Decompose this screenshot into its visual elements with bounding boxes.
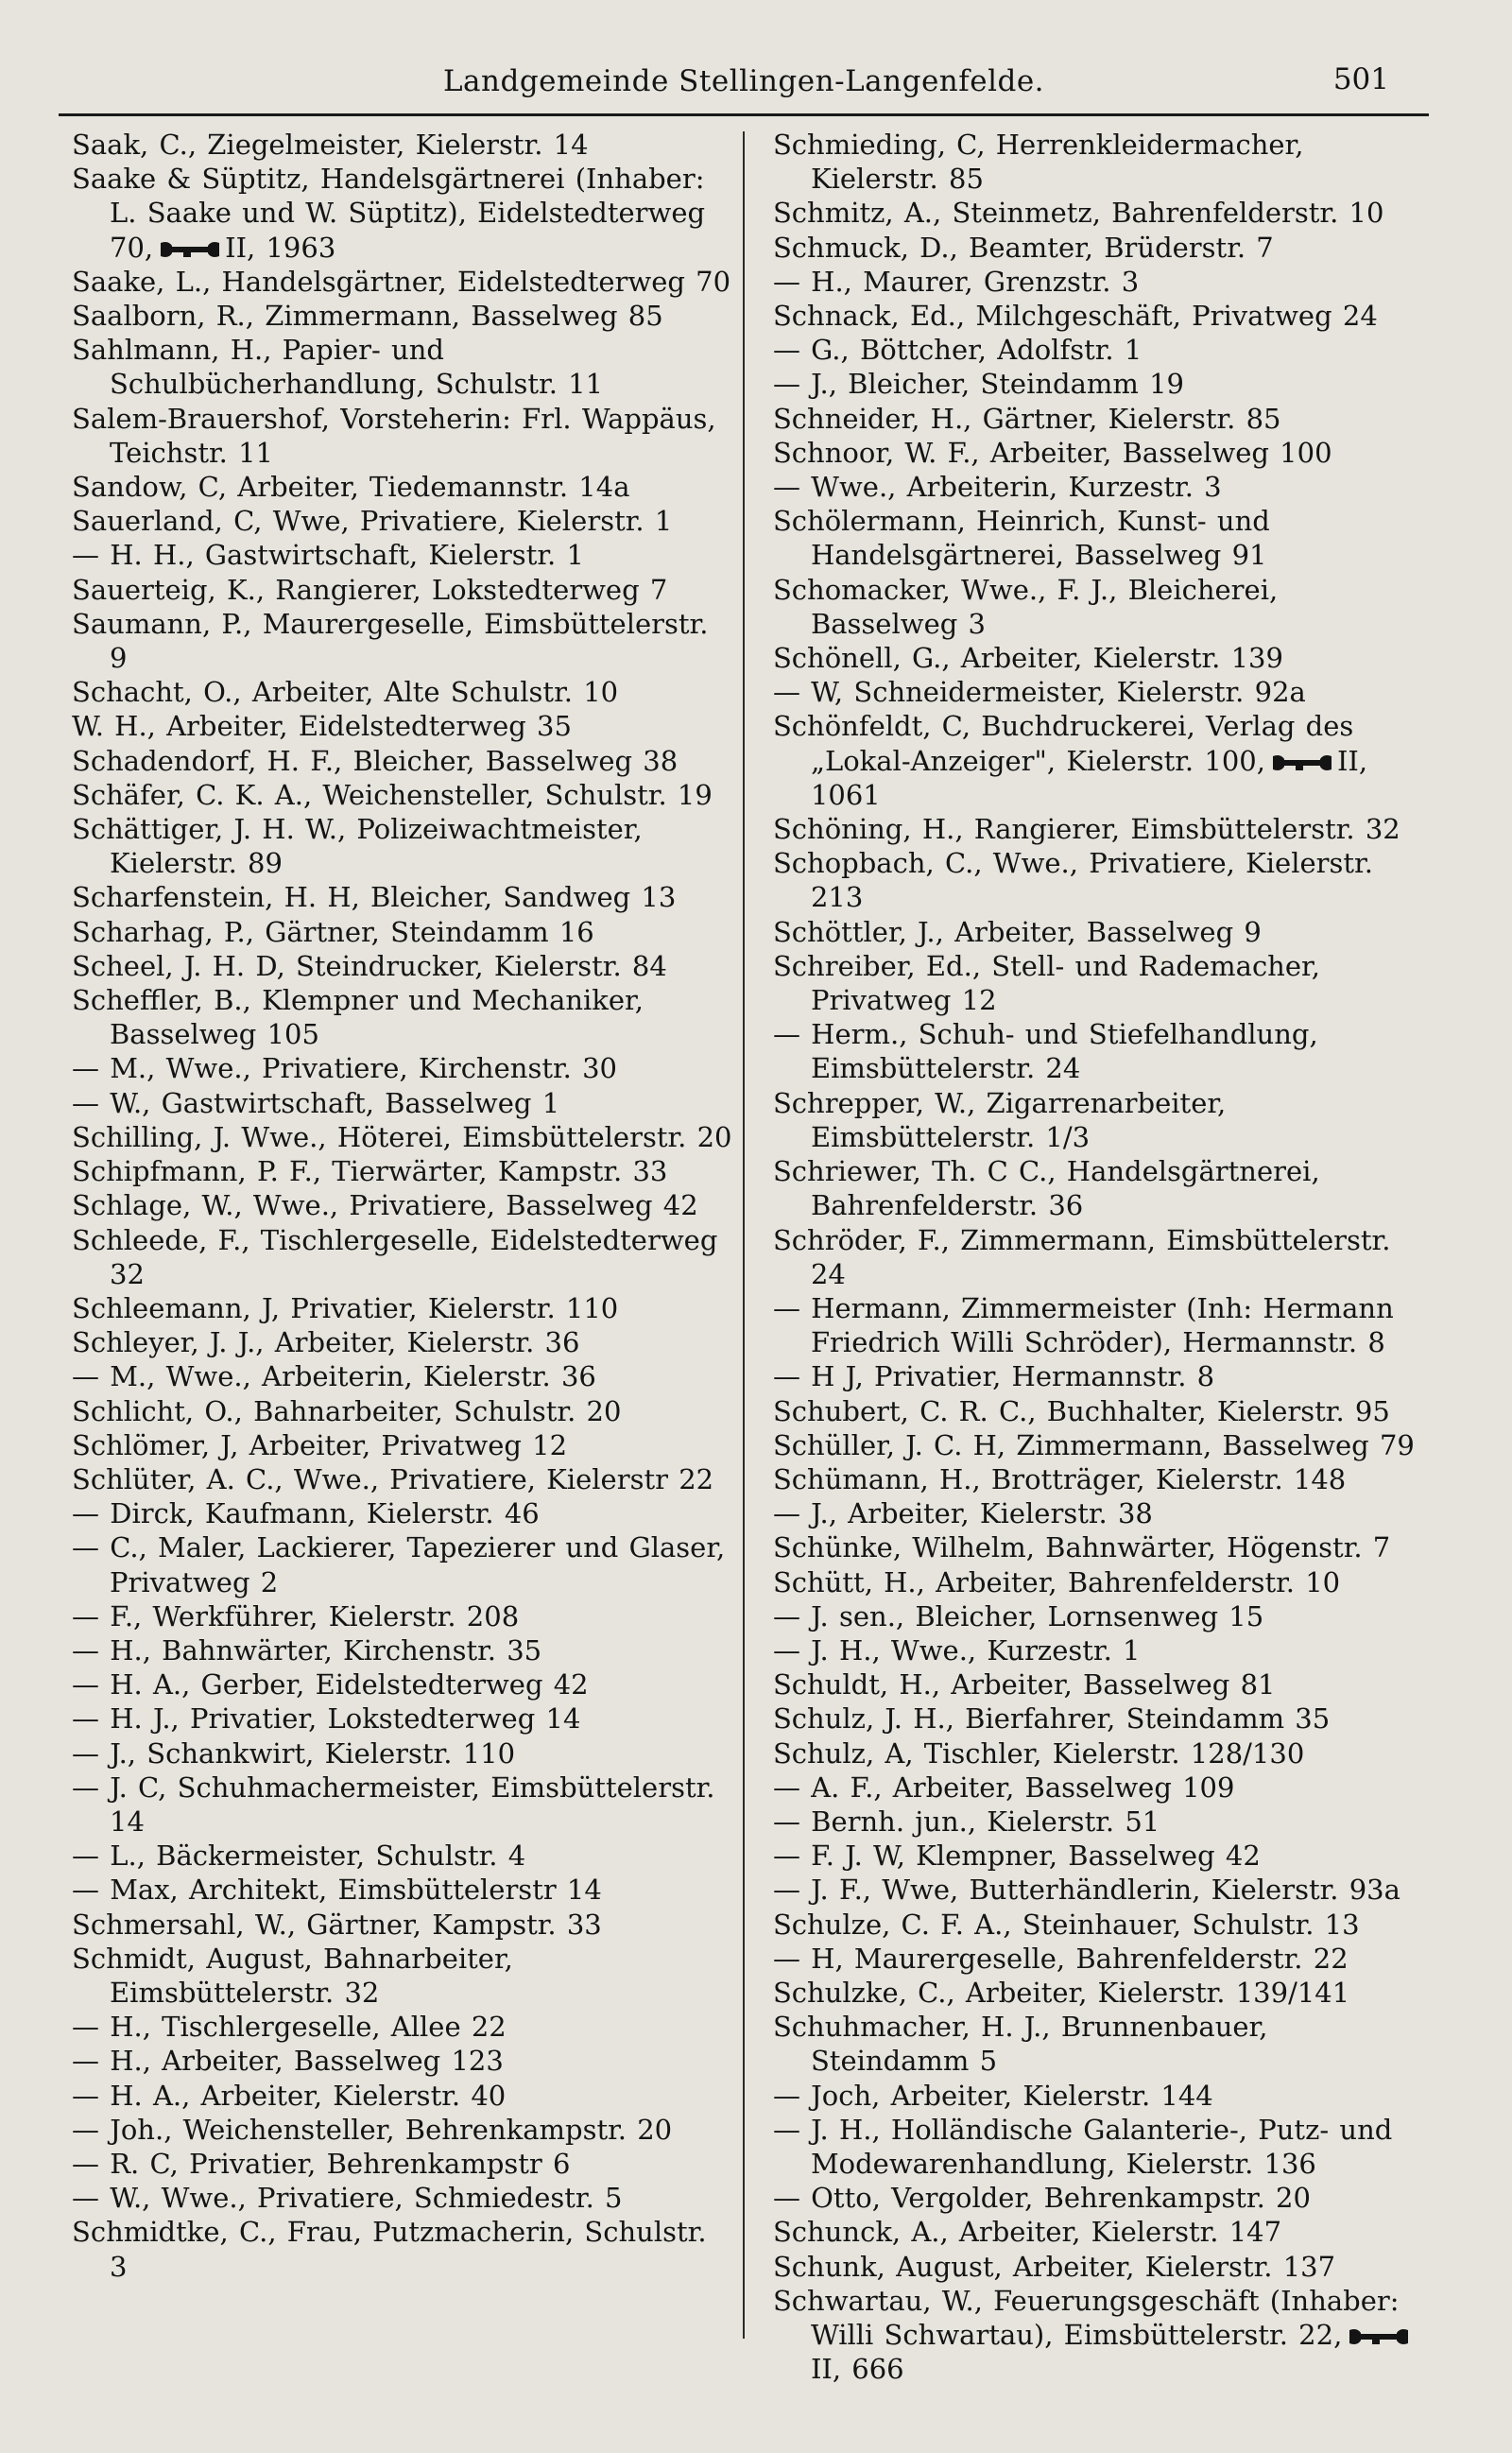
directory-entry (72, 2079, 733, 2113)
right-column (745, 128, 1429, 2386)
entry-text: Scharhag, P., Gärtner, Steindamm 16 (72, 915, 594, 948)
entry-text: — Joch, Arbeiter, Kielerstr. 144 (772, 2079, 1213, 2112)
directory-entry (72, 1599, 733, 1633)
telephone-receiver-icon (1271, 753, 1333, 772)
directory-entry (773, 709, 1429, 812)
directory-entry (773, 1976, 1429, 2010)
entry-text: Schüller, J. C. H, Zimmermann, Basselweg 79 (772, 1428, 1415, 1461)
directory-entry (773, 265, 1429, 299)
entry-text: Saake & Süptitz, Handelsgärtnerei (Inhaber: L. Saake und W. Süptitz), Eidelstedterweg 70, (72, 163, 706, 264)
directory-entry (773, 1462, 1429, 1496)
directory-entry (72, 778, 733, 812)
entry-text: — H., Maurer, Grenzstr. 3 (772, 265, 1140, 298)
entry-text: Schuldt, H., Arbeiter, Basselweg 81 (772, 1668, 1276, 1702)
entry-text: Schrepper, W., Zigarrenarbeiter, Eimsbüttelerstr. 1/3 (772, 1086, 1227, 1153)
directory-entry (773, 1667, 1429, 1702)
directory-entry (773, 1599, 1429, 1633)
directory-entry (72, 1086, 733, 1120)
directory-entry (773, 196, 1429, 230)
entry-text: Schmitz, A., Steinmetz, Bahrenfelderstr. 10 (772, 197, 1384, 230)
entry-text: Schönell, G., Arbeiter, Kielerstr. 139 (772, 642, 1283, 675)
entry-text: — M., Wwe., Arbeiterin, Kielerstr. 36 (72, 1360, 596, 1393)
entry-text: — J. H., Holländische Galanterie-, Putz- und Modewarenhandlung, Kielerstr. 136 (772, 2113, 1393, 2180)
directory-entry (773, 1291, 1429, 1359)
entry-text: Schünke, Wilhelm, Bahnwärter, Högenstr. 7 (772, 1531, 1391, 1564)
directory-columns (59, 128, 1429, 2386)
directory-entry (72, 1359, 733, 1393)
entry-text: Schunck, A., Arbeiter, Kielerstr. 147 (772, 2216, 1282, 2249)
entry-text: Schomacker, Wwe., F. J., Bleicherei, Basselweg 3 (772, 573, 1279, 640)
directory-entry (72, 1908, 733, 1942)
directory-entry (773, 2181, 1429, 2215)
entry-text: — A. F., Arbeiter, Basselweg 109 (772, 1771, 1235, 1804)
directory-entry (773, 470, 1429, 504)
directory-entry (72, 402, 733, 470)
entry-text: — J., Bleicher, Steindamm 19 (772, 368, 1185, 401)
entry-text: — L., Bäckermeister, Schulstr. 4 (72, 1840, 526, 1873)
entry-text: Schnack, Ed., Milchgeschäft, Privatweg 24 (772, 300, 1378, 333)
directory-entry (773, 367, 1429, 401)
directory-entry (72, 1223, 733, 1291)
directory-entry (72, 1428, 733, 1462)
entry-text: — Bernh. jun., Kielerstr. 51 (772, 1805, 1160, 1838)
entry-text: Schütt, H., Arbeiter, Bahrenfelderstr. 10 (772, 1565, 1341, 1598)
entry-text: — H. A., Gerber, Eidelstedterweg 42 (72, 1668, 589, 1702)
entry-text: Schmidt, August, Bahnarbeiter, Eimsbüttelerstr. 32 (72, 1942, 513, 2009)
entry-text: Salem-Brauershof, Vorsteherin: Frl. Wappäus, Teichstr. 11 (72, 402, 716, 469)
entry-text: Schadendorf, H. F., Bleicher, Basselweg 38 (72, 744, 679, 777)
directory-entry (72, 915, 733, 949)
directory-entry (72, 1667, 733, 1702)
entry-text: Schmersahl, W., Gärtner, Kampstr. 33 (72, 1908, 602, 1941)
directory-entry (773, 812, 1429, 846)
entry-text: — W, Schneidermeister, Kielerstr. 92a (772, 676, 1306, 709)
entry-text: — C., Maler, Lackierer, Tapezierer und Glaser, Privatweg 2 (72, 1531, 726, 1598)
telephone-receiver-icon (159, 240, 221, 259)
directory-entry (72, 2181, 733, 2215)
entry-text: Schnoor, W. F., Arbeiter, Basselweg 100 (772, 436, 1332, 469)
entry-text: — Wwe., Arbeiterin, Kurzestr. 3 (772, 471, 1222, 504)
directory-entry (72, 299, 733, 333)
directory-entry (72, 812, 733, 880)
entry-text: Sahlmann, H., Papier- und Schulbücherhandlung, Schulstr. 11 (72, 334, 604, 401)
directory-entry (72, 2010, 733, 2044)
directory-entry (72, 1154, 733, 1188)
directory-entry (773, 1428, 1429, 1462)
page-header (59, 55, 1429, 108)
directory-entry (72, 1496, 733, 1530)
directory-entry (72, 607, 733, 675)
entry-text: — Joh., Weichensteller, Behrenkampstr. 20 (72, 2113, 673, 2146)
entry-text: — W., Gastwirtschaft, Basselweg 1 (72, 1086, 560, 1119)
directory-entry (773, 1805, 1429, 1839)
directory-entry (72, 880, 733, 914)
entry-text: — H J, Privatier, Hermannstr. 8 (772, 1360, 1215, 1393)
entry-text: — W., Wwe., Privatiere, Schmiedestr. 5 (72, 2182, 623, 2215)
directory-entry (72, 2147, 733, 2181)
entry-text: — Otto, Vergolder, Behrenkampstr. 20 (772, 2182, 1311, 2215)
directory-entry (773, 915, 1429, 949)
directory-entry (72, 1120, 733, 1154)
entry-text: Schleyer, J. J., Arbeiter, Kielerstr. 36 (72, 1326, 580, 1359)
entry-text: Schleemann, J, Privatier, Kielerstr. 110 (72, 1291, 619, 1324)
directory-entry (773, 299, 1429, 333)
entry-text: — H. A., Arbeiter, Kielerstr. 40 (72, 2079, 507, 2112)
entry-text: Schmuck, D., Beamter, Brüderstr. 7 (772, 231, 1274, 264)
phone-number: II, 1061 (810, 744, 1368, 811)
directory-entry (773, 2113, 1429, 2181)
directory-entry (72, 1051, 733, 1085)
entry-text: — J., Schankwirt, Kielerstr. 110 (72, 1736, 516, 1770)
entry-text: — Max, Architekt, Eimsbüttelerstr 14 (72, 1874, 602, 1907)
directory-entry (72, 2044, 733, 2078)
entry-text: Saumann, P., Maurergeselle, Eimsbüttelerstr. 9 (72, 607, 709, 675)
entry-text: Schlicht, O., Bahnarbeiter, Schulstr. 20 (72, 1394, 622, 1427)
entry-text: Schmidtke, C., Frau, Putzmacherin, Schulstr. 3 (72, 2216, 707, 2283)
entry-text: Sauerteig, K., Rangierer, Lokstedterweg 7 (72, 573, 668, 606)
directory-entry (773, 846, 1429, 914)
entry-text: Schlage, W., Wwe., Privatiere, Basselweg 42 (72, 1189, 698, 1222)
entry-text: Scheffler, B., Klempner und Mechaniker, Basselweg 105 (72, 984, 644, 1051)
directory-entry (72, 333, 733, 401)
directory-entry (773, 436, 1429, 470)
entry-text: Schulz, A, Tischler, Kielerstr. 128/130 (772, 1736, 1305, 1770)
entry-text: — G., Böttcher, Adolfstr. 1 (772, 334, 1143, 367)
entry-text: — H, Maurergeselle, Bahrenfelderstr. 22 (772, 1942, 1349, 1975)
page-number: 501 (1332, 62, 1389, 96)
directory-entry (773, 333, 1429, 367)
directory-entry (773, 2284, 1429, 2387)
entry-text: Schleede, F., Tischlergeselle, Eidelstedterweg 32 (72, 1223, 718, 1290)
entry-text: Schulz, J. H., Bierfahrer, Steindamm 35 (772, 1702, 1331, 1736)
entry-text: — Dirck, Kaufmann, Kielerstr. 46 (72, 1497, 540, 1530)
directory-entry (72, 983, 733, 1051)
directory-entry (773, 504, 1429, 572)
entry-text: — J. C, Schuhmachermeister, Eimsbüttelerstr. 14 (72, 1771, 715, 1838)
entry-text: — J., Arbeiter, Kielerstr. 38 (772, 1497, 1153, 1530)
directory-entry (72, 128, 733, 162)
directory-entry (773, 1017, 1429, 1085)
directory-entry (72, 1394, 733, 1428)
entry-text: Scheel, J. H. D, Steindrucker, Kielerstr. 84 (72, 949, 667, 982)
entry-text: Schümann, H., Brotträger, Kielerstr. 148 (772, 1462, 1347, 1495)
entry-text: Schubert, C. R. C., Buchhalter, Kielerstr. 95 (772, 1394, 1390, 1427)
directory-entry (773, 1839, 1429, 1873)
entry-text: Schättiger, J. H. W., Polizeiwachtmeister, Kielerstr. 89 (72, 813, 643, 880)
entry-text: Schopbach, C., Wwe., Privatiere, Kielerstr. 213 (772, 847, 1373, 914)
directory-entry (773, 573, 1429, 641)
entry-text: Schöttler, J., Arbeiter, Basselweg 9 (772, 915, 1262, 948)
directory-entry (72, 162, 733, 265)
directory-entry (72, 1702, 733, 1736)
entry-text: Schacht, O., Arbeiter, Alte Schulstr. 10 (72, 676, 619, 709)
directory-entry (72, 2113, 733, 2147)
entry-text: Saalborn, R., Zimmermann, Basselweg 85 (72, 300, 663, 333)
directory-entry (72, 265, 733, 299)
directory-entry (773, 2079, 1429, 2113)
directory-entry (773, 1908, 1429, 1942)
entry-text: — J. F., Wwe, Butterhändlerin, Kielerstr. 93a (772, 1874, 1400, 1907)
directory-entry (72, 538, 733, 572)
entry-text: — F., Werkführer, Kielerstr. 208 (72, 1599, 520, 1632)
entry-text: Schlüter, A. C., Wwe., Privatiere, Kielerstr 22 (72, 1462, 714, 1495)
directory-entry (773, 1223, 1429, 1291)
entry-text: Schneider, H., Gärtner, Kielerstr. 85 (772, 402, 1281, 435)
entry-text: Scharfenstein, H. H, Bleicher, Sandweg 13 (72, 881, 677, 914)
entry-text: — H. J., Privatier, Lokstedterweg 14 (72, 1702, 581, 1736)
directory-entry (773, 1496, 1429, 1530)
directory-entry (72, 1873, 733, 1907)
entry-text: Sauerland, C, Wwe, Privatiere, Kielerstr. 1 (72, 505, 673, 538)
entry-text: Schriewer, Th. C C., Handelsgärtnerei, Bahrenfelderstr. 36 (772, 1155, 1320, 1222)
entry-text: — J. sen., Bleicher, Lornsenweg 15 (772, 1599, 1264, 1632)
entry-text: — Hermann, Zimmermeister (Inh: Hermann Friedrich Willi Schröder), Hermannstr. 8 (772, 1291, 1394, 1359)
directory-entry (773, 1394, 1429, 1428)
directory-entry (773, 1942, 1429, 1976)
directory-entry (773, 1736, 1429, 1771)
directory-entry (72, 504, 733, 538)
directory-entry (72, 1325, 733, 1359)
directory-entry (72, 470, 733, 504)
entry-text: W. H., Arbeiter, Eidelstedterweg 35 (72, 710, 572, 743)
directory-entry (773, 949, 1429, 1017)
directory-entry (72, 744, 733, 778)
entry-text: — H., Arbeiter, Basselweg 123 (72, 2045, 504, 2078)
entry-text: Schönfeldt, C, Buchdruckerei, Verlag des „Lokal-Anzeiger", Kielerstr. 100, (772, 710, 1354, 777)
entry-text: Schöning, H., Rangierer, Eimsbüttelerstr. 32 (772, 813, 1400, 846)
entry-text: Schreiber, Ed., Stell- und Rademacher, Privatweg 12 (772, 949, 1320, 1017)
directory-entry (773, 1702, 1429, 1736)
entry-text: — H. H., Gastwirtschaft, Kielerstr. 1 (72, 539, 584, 572)
directory-entry (773, 1565, 1429, 1599)
entry-text: — Herm., Schuh- und Stiefelhandlung, Eimsbüttelerstr. 24 (772, 1018, 1318, 1085)
entry-text: — H., Tischlergeselle, Allee 22 (72, 2011, 507, 2044)
entry-text: Saake, L., Handelsgärtner, Eidelstedterweg 70 (72, 265, 731, 298)
entry-text: Schulze, C. F. A., Steinhauer, Schulstr. 13 (772, 1908, 1360, 1941)
entry-text: Schröder, F., Zimmermann, Eimsbüttelerstr. 24 (772, 1223, 1391, 1290)
entry-text: Schäfer, C. K. A., Weichensteller, Schulstr. 19 (72, 778, 713, 811)
entry-text: Schulzke, C., Arbeiter, Kielerstr. 139/141 (772, 1976, 1350, 2009)
left-column (59, 128, 743, 2386)
running-title: Landgemeinde Stellingen-Langenfelde. (442, 64, 1045, 98)
directory-entry (773, 1086, 1429, 1154)
directory-entry (773, 641, 1429, 675)
directory-entry (72, 675, 733, 709)
directory-entry (72, 1839, 733, 1873)
phone-number: II, 1963 (225, 231, 336, 264)
directory-entry (773, 1873, 1429, 1907)
directory-entry (773, 2250, 1429, 2284)
directory-entry (773, 1530, 1429, 1564)
entry-text: Saak, C., Ziegelmeister, Kielerstr. 14 (72, 129, 589, 161)
directory-entry (773, 231, 1429, 265)
entry-text: — H., Bahnwärter, Kirchenstr. 35 (72, 1633, 542, 1667)
directory-entry (773, 675, 1429, 709)
entry-text: Schmieding, C, Herrenkleidermacher, Kielerstr. 85 (772, 129, 1304, 196)
directory-entry (773, 1154, 1429, 1222)
directory-entry (72, 1530, 733, 1598)
header-rule (59, 113, 1429, 116)
directory-entry (72, 1188, 733, 1222)
entry-text: Schlömer, J, Arbeiter, Privatweg 12 (72, 1428, 568, 1461)
directory-entry (72, 709, 733, 743)
entry-text: Schipfmann, P. F., Tierwärter, Kampstr. 33 (72, 1155, 668, 1188)
entry-text: Sandow, C, Arbeiter, Tiedemannstr. 14a (72, 471, 630, 504)
entry-text: Schuhmacher, H. J., Brunnenbauer, Steindamm 5 (772, 2011, 1268, 2078)
entry-text: Schwartau, W., Feuerungsgeschäft (Inhaber: Willi Schwartau), Eimsbüttelerstr. 22, (772, 2284, 1400, 2351)
directory-entry (773, 402, 1429, 436)
entry-text: Schölermann, Heinrich, Kunst- und Handelsgärtnerei, Basselweg 91 (772, 505, 1270, 572)
directory-entry (72, 1942, 733, 2010)
entry-text: — F. J. W, Klempner, Basselweg 42 (772, 1840, 1261, 1873)
directory-entry (773, 1359, 1429, 1393)
entry-text: — J. H., Wwe., Kurzestr. 1 (772, 1633, 1141, 1667)
directory-entry (72, 2215, 733, 2283)
phone-number: II, 666 (810, 2353, 904, 2386)
directory-entry (773, 128, 1429, 196)
directory-entry (773, 1771, 1429, 1805)
entry-text: Schunk, August, Arbeiter, Kielerstr. 137 (772, 2250, 1336, 2283)
directory-entry (72, 1462, 733, 1496)
directory-entry (72, 949, 733, 983)
entry-text: — R. C, Privatier, Behrenkampstr 6 (72, 2147, 571, 2180)
entry-text: — M., Wwe., Privatiere, Kirchenstr. 30 (72, 1052, 618, 1085)
directory-entry (773, 2010, 1429, 2078)
directory-entry (72, 573, 733, 607)
entry-text: Schilling, J. Wwe., Höterei, Eimsbüttelerstr. 20 (72, 1120, 732, 1153)
directory-entry (773, 2215, 1429, 2249)
directory-entry (72, 1771, 733, 1839)
directory-entry (72, 1291, 733, 1325)
directory-entry (72, 1633, 733, 1667)
telephone-receiver-icon (1348, 2327, 1410, 2346)
directory-entry (773, 1633, 1429, 1667)
directory-entry (72, 1736, 733, 1771)
